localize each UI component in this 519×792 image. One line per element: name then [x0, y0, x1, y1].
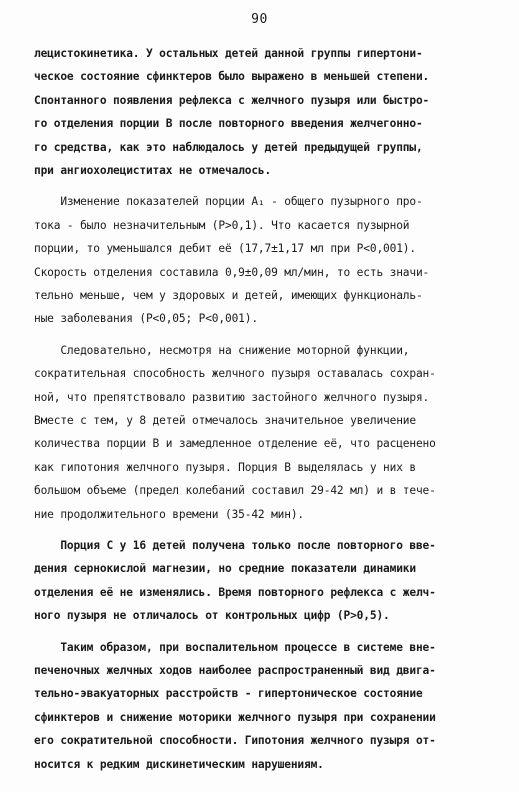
page-number: 90 [251, 12, 268, 27]
text-line: ного пузыря не отличалось от контрольных цифр (Р>0,5). [34, 609, 390, 623]
text-line: го средства, как это наблюдалось у детей предыдущей группы, [34, 140, 423, 154]
text-line: его сократительной способности. Гипотония желчного пузыря от- [34, 734, 436, 748]
text-line: при ангиохолециститах не отмечалось. [34, 164, 272, 177]
text-line: носится к редким дискинетическим нарушениям. [34, 757, 324, 771]
text-line: Изменение показателей порции А₁ - общего пузырного про- [34, 195, 423, 209]
text-line: Таким образом, при воспалительном процессе в системе вне- [34, 640, 436, 654]
text-line: Вместе с тем, у 8 детей отмечалось значительное увеличение [34, 414, 416, 427]
text-line: Скорость отделения составила 0,9±0,09 мл/мин, то есть значи- [34, 265, 430, 279]
text-line: печеночных желчных ходов наиболее распространенный вид двига- [34, 664, 436, 677]
text-line: лецистокинетика. У остальных детей данной группы гипертони- [34, 47, 423, 60]
text-line: ние продолжительного времени (35-42 мин). [34, 507, 305, 521]
text-line: го отделения порции В после повторного введения желчегонно- [34, 117, 423, 131]
text-line: большом объеме (предел колебаний составил 29-42 мл) и в тече- [34, 484, 436, 498]
text-line: ной, что препятствовало развитию застойного желчного пузыря. [34, 390, 430, 404]
text-line: Спонтанного появления рефлекса с желчного пузыря или быстро- [34, 93, 430, 107]
text-line: сфинктеров и снижение моторики желчного пузыря при сохранении [34, 710, 436, 724]
text-line: количества порции В и замедленное отделение её, что расценено [34, 437, 436, 451]
text-line: тока - было незначительным (Р>0,1). Что касается пузырной [34, 218, 410, 232]
text-line: порции, то уменьшался дебит её (17,7±1,17 мл при Р<0,001). [34, 242, 416, 256]
text-line: тельно-эвакуаторных расстройств - гипертоническое состояние [34, 687, 423, 701]
text-line: тельно меньше, чем у здоровых и детей, имеющих функциональ- [34, 289, 423, 302]
text-line: сократительная способность желчного пузыря оставалась сохран- [34, 367, 436, 381]
text-line: отделения её не изменялись. Время повторного рефлекса с желч- [34, 585, 436, 599]
text-line: как гипотония желчного пузыря. Порция В выделялась у них в [34, 460, 416, 474]
text-line: Порция С у 16 детей получена только после повторного вве- [34, 539, 436, 552]
text-line: ческое состояние сфинктеров было выражено в меньшей степени. [34, 70, 430, 84]
text-line: дения сернокислой магнезии, но средние показатели динамики [34, 562, 416, 576]
text-line: Следовательно, несмотря на снижение моторной функции, [34, 343, 410, 357]
text-line: ные заболевания (Р<0,05; Р<0,001). [34, 312, 258, 326]
